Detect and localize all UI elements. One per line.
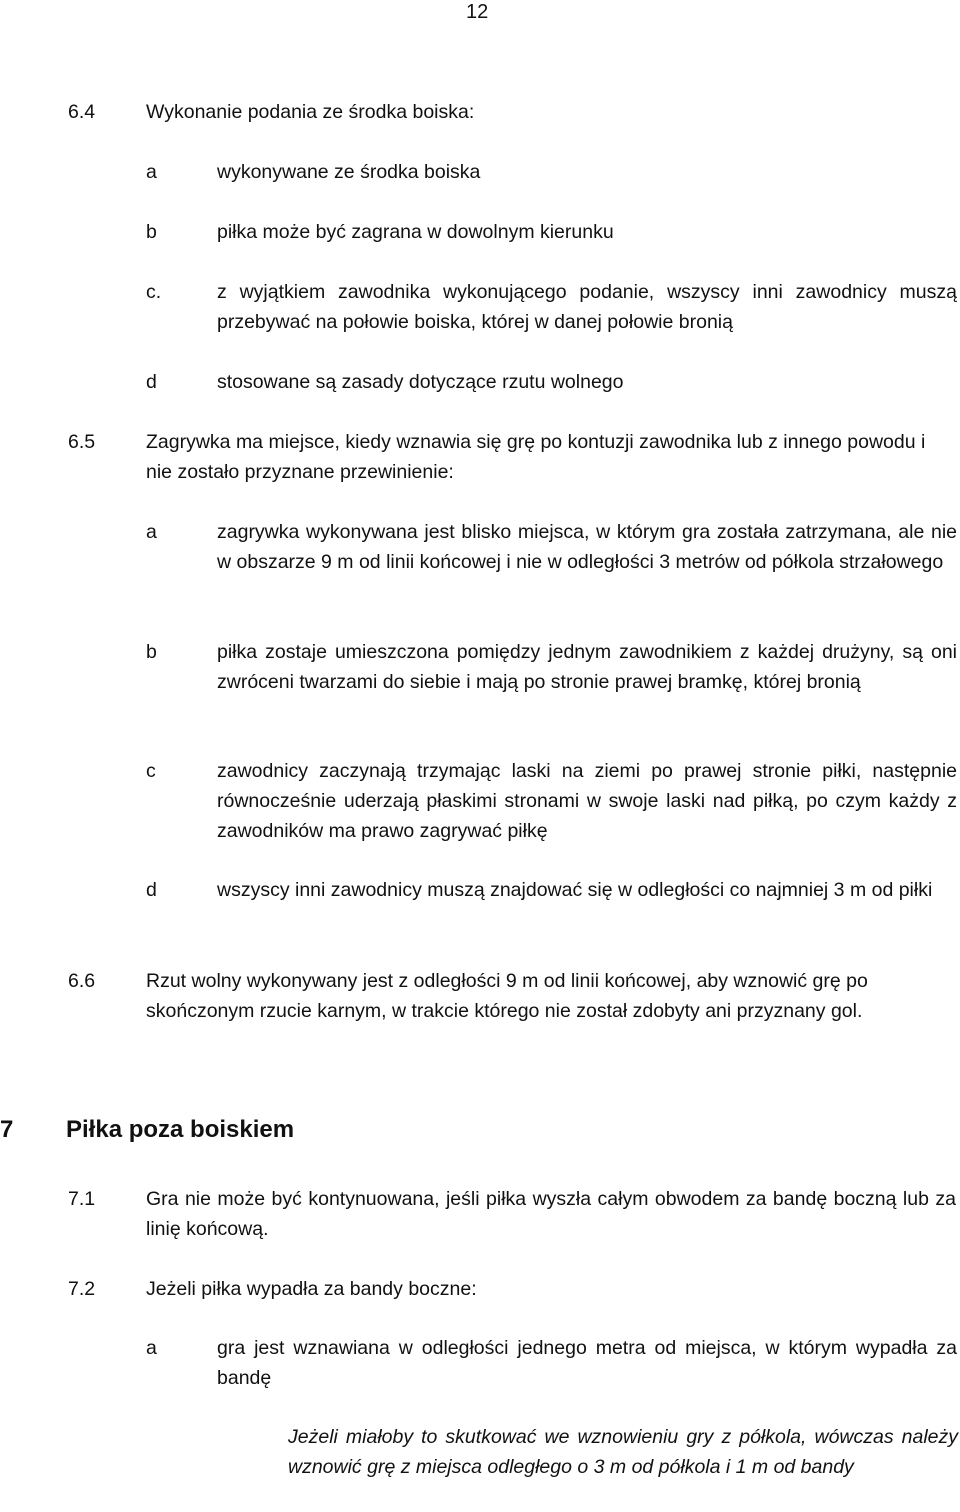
section-heading-7-2: Jeżeli piłka wypadła za bandy boczne:	[146, 1278, 477, 1300]
item-text: gra jest wznawiana w odległości jednego metra od miejsca, w którym wypadła za bandę	[217, 1337, 957, 1389]
item-letter: a	[146, 1337, 157, 1359]
section-number-7-2: 7.2	[68, 1278, 96, 1300]
chapter-title: Piłka poza boiskiem	[66, 1116, 295, 1143]
item-letter: a	[146, 161, 157, 183]
item-text: z wyjątkiem zawodnika wykonującego podanie, wszyscy inni zawodnicy muszą przebywać na połowie boiska, której w danej połowie bronią	[217, 281, 957, 333]
section-text-6-6: Rzut wolny wykonywany jest z odległości 9 m od linii końcowej, aby wznowić grę po skończonym rzucie karnym, w trakcie którego nie został zdobyty ani przyznany gol.	[146, 970, 868, 1022]
section-number-6-6: 6.6	[68, 970, 96, 992]
item-text: piłka zostaje umieszczona pomiędzy jednym zawodnikiem z każdej drużyny, są oni zwróceni twarzami do siebie i mają po stronie prawej bramkę, której bronią	[217, 641, 957, 693]
page-number: 12	[466, 1, 489, 23]
item-letter: b	[146, 641, 157, 663]
italic-note: Jeżeli miałoby to skutkować we wznowieniu gry z półkola, wówczas należy wznowić grę z miejsca odległego o 3 m od półkola i 1 m od bandy	[288, 1426, 958, 1478]
item-letter: d	[146, 371, 157, 393]
item-text: piłka może być zagrana w dowolnym kierunku	[217, 221, 614, 243]
item-letter: d	[146, 879, 157, 901]
section-number-6-4: 6.4	[68, 101, 96, 123]
chapter-number: 7	[0, 1116, 14, 1143]
item-text: zawodnicy zaczynają trzymając laski na ziemi po prawej stronie piłki, następnie równocześnie uderzają płaskimi stronami w swoje laski nad piłką, po czym każdy z zawodników ma prawo zagrywać piłkę	[217, 760, 957, 842]
section-text-6-5: Zagrywka ma miejsce, kiedy wznawia się grę po kontuzji zawodnika lub z innego powodu i nie zostało przyznane przewinienie:	[146, 431, 926, 483]
item-letter: c.	[146, 281, 162, 303]
item-letter: c	[146, 760, 156, 782]
item-text: stosowane są zasady dotyczące rzutu wolnego	[217, 371, 624, 393]
item-letter: b	[146, 221, 157, 243]
item-letter: a	[146, 521, 157, 543]
section-heading-6-4: Wykonanie podania ze środka boiska:	[146, 101, 475, 123]
item-text: wszyscy inni zawodnicy muszą znajdować się w odległości co najmniej 3 m od piłki	[217, 879, 933, 901]
section-text-7-1: Gra nie może być kontynuowana, jeśli piłka wyszła całym obwodem za bandę boczną lub za linię końcową.	[146, 1188, 956, 1240]
item-text: zagrywka wykonywana jest blisko miejsca, w którym gra została zatrzymana, ale nie w obszarze 9 m od linii końcowej i nie w odległości 3 metrów od półkola strzałowego	[217, 521, 957, 573]
section-number-6-5: 6.5	[68, 431, 96, 453]
section-number-7-1: 7.1	[68, 1188, 96, 1210]
item-text: wykonywane ze środka boiska	[217, 161, 481, 183]
